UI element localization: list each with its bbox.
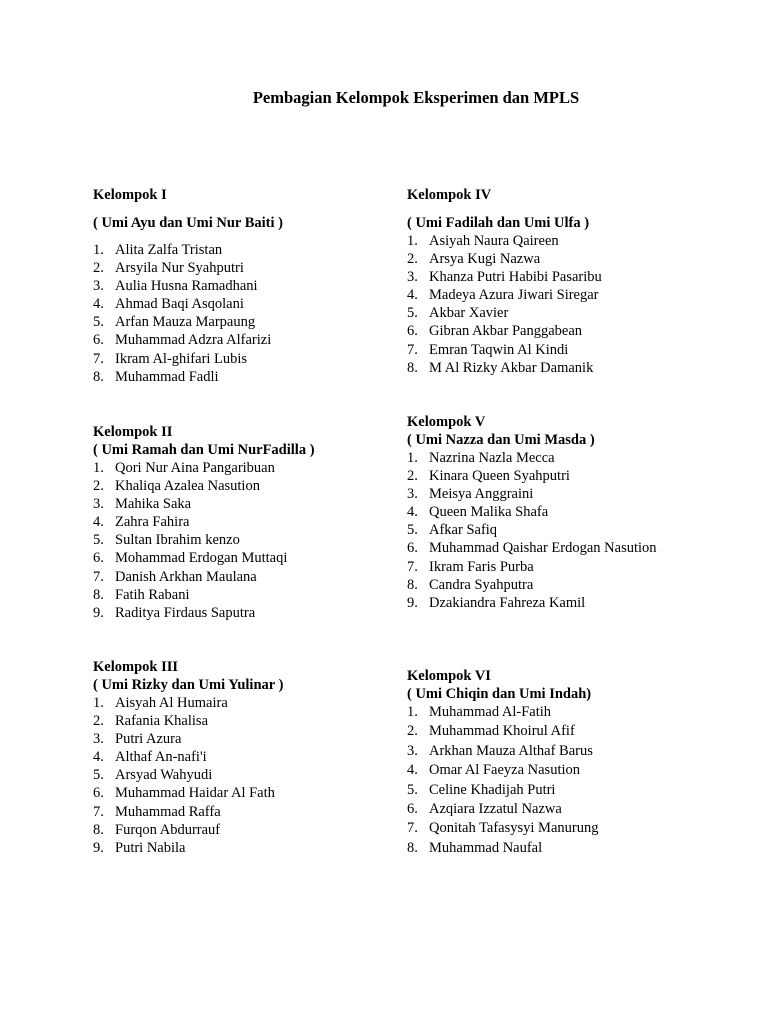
group-title: Kelompok VI <box>407 668 491 684</box>
member-name: Danish Arkhan Maulana <box>115 568 257 585</box>
list-item <box>93 531 315 549</box>
member-name: Muhammad Qaishar Erdogan Nasution <box>429 540 657 557</box>
member-list <box>407 232 602 377</box>
list-item <box>407 286 602 304</box>
member-name: Gibran Akbar Panggabean <box>429 323 583 340</box>
list-item-number: 8. <box>407 839 418 856</box>
member-name: Kinara Queen Syahputri <box>429 468 570 485</box>
list-item <box>93 694 283 712</box>
member-name: Emran Taqwin Al Kindi <box>429 341 569 358</box>
list-item <box>407 576 657 594</box>
member-name: Putri Nabila <box>115 839 186 856</box>
member-name: Arkhan Mauza Althaf Barus <box>429 742 593 759</box>
member-name: Rafania Khalisa <box>115 713 209 730</box>
list-item-number: 5. <box>407 522 418 539</box>
list-item <box>407 722 598 741</box>
list-item <box>407 781 598 800</box>
list-item <box>407 341 602 359</box>
list-item <box>93 549 315 567</box>
list-item-number: 7. <box>407 820 418 837</box>
list-item <box>93 568 315 586</box>
list-item-number: 3. <box>407 742 418 759</box>
list-item <box>407 485 657 503</box>
list-item-number: 6. <box>407 323 418 340</box>
list-item <box>93 586 315 604</box>
list-item-number: 9. <box>93 839 104 856</box>
list-item-number: 3. <box>407 486 418 503</box>
list-item-number: 2. <box>407 251 418 268</box>
member-list <box>407 703 598 858</box>
group-supervisors: ( Umi Ramah dan Umi NurFadilla ) <box>93 442 315 458</box>
list-item <box>407 359 602 377</box>
member-name: Arsyad Wahyudi <box>115 767 213 784</box>
list-item-number: 1. <box>93 460 104 476</box>
list-item <box>93 748 283 766</box>
member-name: Afkar Safiq <box>429 522 498 539</box>
list-item-number: 2. <box>93 478 104 495</box>
member-name: Furqon Abdurrauf <box>115 821 221 838</box>
list-item <box>93 459 315 477</box>
list-item-number: 3. <box>93 731 104 748</box>
list-item <box>407 539 657 557</box>
list-item <box>93 313 283 331</box>
list-item-number: 8. <box>407 359 418 376</box>
group-supervisors: ( Umi Nazza dan Umi Masda ) <box>407 432 595 448</box>
group-supervisors: ( Umi Ayu dan Umi Nur Baiti ) <box>93 215 283 231</box>
list-item-number: 4. <box>407 504 418 521</box>
list-item <box>407 521 657 539</box>
member-name: Mahika Saka <box>115 496 192 513</box>
group-supervisors: ( Umi Rizky dan Umi Yulinar ) <box>93 677 284 693</box>
member-name: Celine Khadijah Putri <box>429 781 556 798</box>
member-name: Meisya Anggraini <box>429 486 534 503</box>
member-name: Muhammad Khoirul Afif <box>429 723 575 740</box>
list-item-number: 6. <box>93 785 104 802</box>
list-item <box>93 495 315 513</box>
list-item <box>407 503 657 521</box>
list-item-number: 2. <box>407 723 418 740</box>
list-item-number: 9. <box>407 594 418 611</box>
list-item-number: 1. <box>93 695 104 711</box>
list-item <box>407 322 602 340</box>
group-1 <box>93 186 283 386</box>
list-item <box>407 594 657 612</box>
member-name: Dzakiandra Fahreza Kamil <box>429 594 586 611</box>
list-item <box>407 449 657 467</box>
member-list <box>93 241 283 386</box>
member-list <box>93 459 315 622</box>
list-item <box>407 268 602 286</box>
group-2 <box>93 423 315 622</box>
list-item-number: 4. <box>93 749 104 766</box>
list-item-number: 6. <box>407 800 418 817</box>
list-item-number: 2. <box>407 468 418 485</box>
member-list <box>93 694 283 857</box>
member-name: Asiyah Naura Qaireen <box>429 233 559 249</box>
member-name: Muhammad Adzra Alfarizi <box>115 332 272 349</box>
member-name: Mohammad Erdogan Muttaqi <box>115 550 288 567</box>
member-name: Ikram Al-ghifari Lubis <box>115 350 248 367</box>
list-item <box>407 800 598 819</box>
list-item-number: 1. <box>407 704 418 720</box>
member-list <box>407 449 657 612</box>
member-name: Qonitah Tafasysyi Manurung <box>429 820 599 837</box>
list-item <box>407 761 598 780</box>
list-item-number: 7. <box>93 350 104 367</box>
list-item-number: 1. <box>407 233 418 249</box>
member-name: Sultan Ibrahim kenzo <box>115 532 240 549</box>
member-name: Muhammad Fadli <box>115 368 219 385</box>
member-name: Candra Syahputra <box>429 576 534 593</box>
list-item <box>407 819 598 838</box>
list-item <box>93 259 283 277</box>
list-item-number: 7. <box>407 558 418 575</box>
list-item-number: 1. <box>407 450 418 466</box>
list-item-number: 3. <box>407 269 418 286</box>
list-item-number: 5. <box>93 532 104 549</box>
member-name: Aisyah Al Humaira <box>115 695 228 711</box>
member-name: Muhammad Haidar Al Fath <box>115 785 275 802</box>
list-item <box>93 241 283 259</box>
member-name: Fatih Rabani <box>115 586 190 603</box>
group-title: Kelompok II <box>93 424 173 440</box>
member-name: Qori Nur Aina Pangaribuan <box>115 460 275 476</box>
member-name: Arsya Kugi Nazwa <box>429 251 541 268</box>
list-item-number: 7. <box>93 568 104 585</box>
group-title: Kelompok V <box>407 414 486 430</box>
list-item <box>93 295 283 313</box>
list-item-number: 9. <box>93 604 104 621</box>
list-item-number: 8. <box>93 368 104 385</box>
member-name: Raditya Firdaus Saputra <box>115 604 256 621</box>
list-item-number: 5. <box>407 781 418 798</box>
list-item-number: 7. <box>93 803 104 820</box>
list-item-number: 5. <box>93 314 104 331</box>
list-item <box>93 821 283 839</box>
list-item <box>93 766 283 784</box>
list-item-number: 1. <box>93 242 104 258</box>
list-item <box>93 730 283 748</box>
list-item <box>93 277 283 295</box>
group-6 <box>407 667 598 858</box>
group-title: Kelompok III <box>93 659 179 675</box>
member-name: Madeya Azura Jiwari Siregar <box>429 287 599 304</box>
member-name: Azqiara Izzatul Nazwa <box>429 800 562 817</box>
list-item-number: 7. <box>407 341 418 358</box>
list-item <box>407 558 657 576</box>
list-item <box>407 467 657 485</box>
list-item-number: 4. <box>407 287 418 304</box>
list-item-number: 6. <box>93 550 104 567</box>
list-item <box>93 604 315 622</box>
member-name: Muhammad Raffa <box>115 803 221 820</box>
list-item <box>93 513 315 531</box>
member-name: M Al Rizky Akbar Damanik <box>429 359 594 376</box>
list-item-number: 4. <box>407 762 418 779</box>
list-item-number: 2. <box>93 713 104 730</box>
list-item-number: 8. <box>93 586 104 603</box>
list-item <box>93 331 283 349</box>
list-item <box>407 304 602 322</box>
group-4 <box>407 186 602 377</box>
list-item-number: 8. <box>407 576 418 593</box>
member-name: Alita Zalfa Tristan <box>115 242 223 258</box>
list-item <box>407 232 602 250</box>
list-item-number: 3. <box>93 278 104 295</box>
list-item <box>93 477 315 495</box>
member-name: Ahmad Baqi Asqolani <box>115 296 244 313</box>
list-item <box>93 839 283 857</box>
member-name: Arfan Mauza Marpaung <box>115 314 256 331</box>
group-5 <box>407 413 657 612</box>
list-item-number: 5. <box>93 767 104 784</box>
list-item <box>93 350 283 368</box>
member-name: Nazrina Nazla Mecca <box>429 450 555 466</box>
list-item-number: 5. <box>407 305 418 322</box>
member-name: Khanza Putri Habibi Pasaribu <box>429 269 602 286</box>
list-item <box>93 803 283 821</box>
group-3 <box>93 658 283 857</box>
list-item-number: 4. <box>93 514 104 531</box>
member-name: Queen Malika Shafa <box>429 504 549 521</box>
list-item <box>407 742 598 761</box>
page-title: Pembagian Kelompok Eksperimen dan MPLS <box>252 88 580 107</box>
list-item-number: 2. <box>93 260 104 277</box>
list-item-number: 4. <box>93 296 104 313</box>
member-name: Zahra Fahira <box>115 514 190 531</box>
member-name: Aulia Husna Ramadhani <box>115 278 258 295</box>
list-item <box>407 703 598 722</box>
group-title: Kelompok I <box>93 187 167 203</box>
list-item <box>407 839 598 858</box>
group-supervisors: ( Umi Chiqin dan Umi Indah) <box>407 686 592 702</box>
member-name: Putri Azura <box>115 731 182 748</box>
member-name: Arsyila Nur Syahputri <box>115 260 244 277</box>
member-name: Muhammad Al-Fatih <box>429 704 552 720</box>
member-name: Muhammad Naufal <box>429 839 543 856</box>
list-item <box>93 368 283 386</box>
list-item-number: 6. <box>407 540 418 557</box>
list-item <box>407 250 602 268</box>
list-item-number: 8. <box>93 821 104 838</box>
list-item <box>93 784 283 802</box>
member-name: Omar Al Faeyza Nasution <box>429 762 581 779</box>
group-supervisors: ( Umi Fadilah dan Umi Ulfa ) <box>407 215 590 231</box>
member-name: Ikram Faris Purba <box>429 558 534 575</box>
group-title: Kelompok IV <box>407 187 492 203</box>
list-item-number: 3. <box>93 496 104 513</box>
member-name: Khaliqa Azalea Nasution <box>115 478 260 495</box>
member-name: Althaf An-nafi'i <box>115 749 207 766</box>
member-name: Akbar Xavier <box>429 305 509 322</box>
list-item <box>93 712 283 730</box>
list-item-number: 6. <box>93 332 104 349</box>
